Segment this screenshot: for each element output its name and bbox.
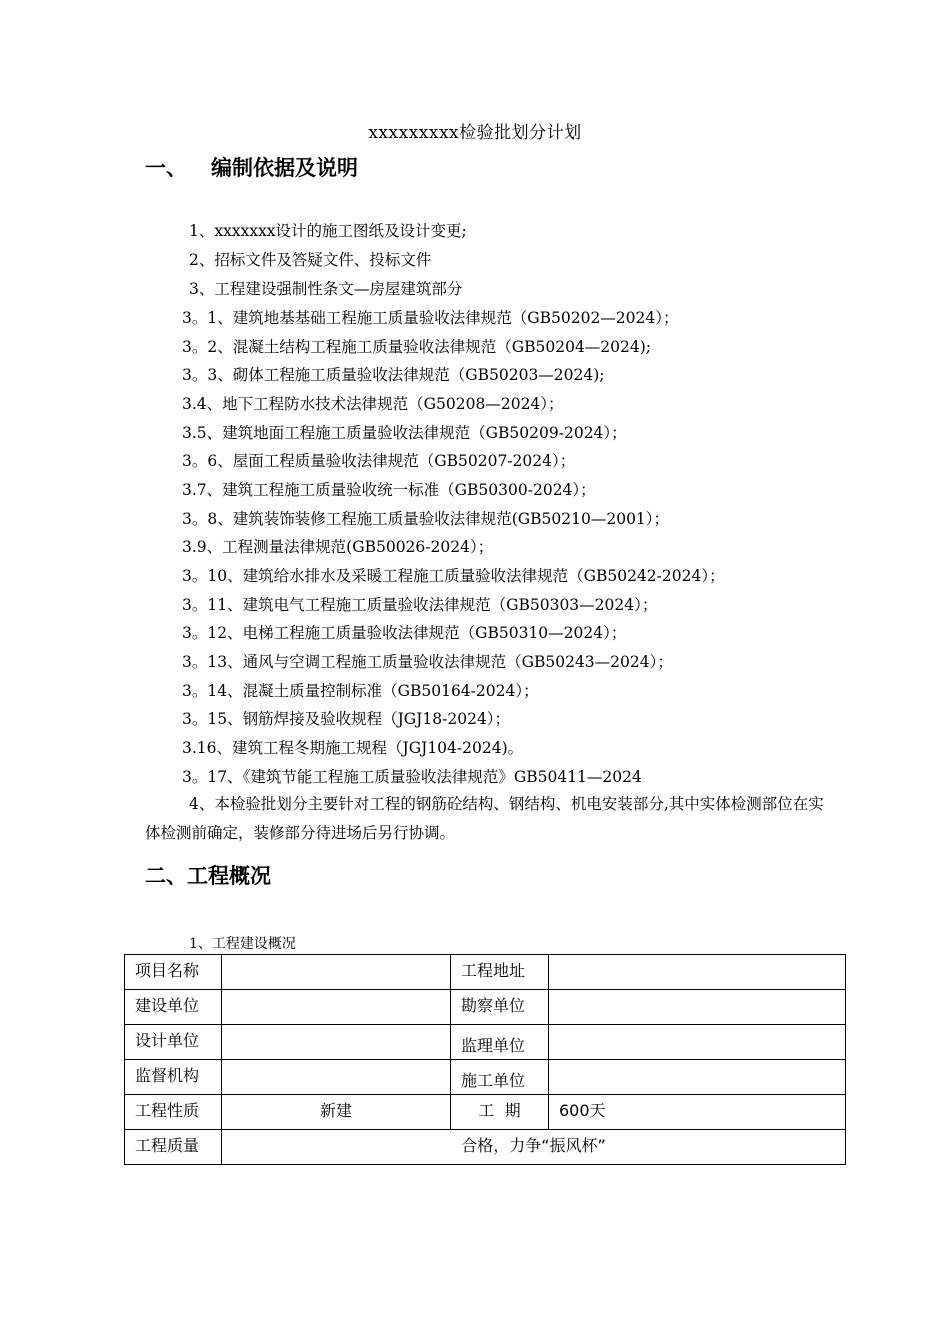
table-row <box>125 1130 846 1165</box>
list-item: 3。8、建筑装饰装修工程施工质量验收法律规范(GB50210—2001）； <box>182 510 670 528</box>
cell-value: 新建 <box>222 1095 451 1130</box>
table-row <box>125 955 846 990</box>
cell-label: 项目名称 <box>125 955 222 990</box>
section-number: 二、 <box>145 864 187 888</box>
cell-label: 建设单位 <box>125 990 222 1025</box>
list-item: 3.5、建筑地面工程施工质量验收法律规范（GB50209-2024）； <box>182 424 627 442</box>
cell-label: 监督机构 <box>125 1060 222 1095</box>
list-item: 3.7、建筑工程施工质量验收统一标准（GB50300-2024）； <box>182 481 596 499</box>
cell-value <box>549 1060 846 1095</box>
cell-value: 600天 <box>549 1095 846 1130</box>
cell-value <box>222 990 451 1025</box>
section-heading-basis <box>145 152 358 182</box>
cell-value <box>549 990 846 1025</box>
table-row <box>125 1095 846 1130</box>
table-row <box>125 990 846 1025</box>
cell-label: 设计单位 <box>125 1025 222 1060</box>
list-item: 3.9、工程测量法律规范(GB50026-2024）； <box>182 538 494 556</box>
list-item: 3。14、混凝土质量控制标准（GB50164-2024）； <box>182 682 539 700</box>
table-row <box>125 1060 846 1095</box>
project-info-table <box>124 954 846 1165</box>
list-item: 3.16、建筑工程冬期施工规程（JGJ104-2024)。 <box>182 739 524 757</box>
cell-label: 监理单位 <box>451 1025 549 1060</box>
list-item: 3。2、混凝土结构工程施工质量验收法律规范（GB50204—2024); <box>182 338 652 356</box>
table-row <box>125 1025 846 1060</box>
cell-label: 工程地址 <box>451 955 549 990</box>
section-heading-overview <box>145 860 271 890</box>
document-title: xxxxxxxxx检验批划分计划 <box>368 123 582 143</box>
cell-label: 施工单位 <box>451 1060 549 1095</box>
cell-value <box>222 955 451 990</box>
list-item: 3。17、《建筑节能工程施工质量验收法律规范》GB50411—2024 <box>182 768 642 786</box>
list-item: 3.4、地下工程防水技术法律规范（G50208—2024）； <box>182 395 564 413</box>
list-item: 3。15、钢筋焊接及验收规程（JGJ18-2024）； <box>182 710 511 728</box>
list-item: 1、xxxxxxx设计的施工图纸及设计变更; <box>189 222 467 240</box>
list-item: 3。10、建筑给水排水及采暖工程施工质量验收法律规范（GB50242-2024）； <box>182 567 725 585</box>
list-item: 3。12、电梯工程施工质量验收法律规范（GB50310—2024）； <box>182 624 627 642</box>
cell-label <box>451 1095 549 1130</box>
table-caption: 1、工程建设概况 <box>189 936 296 952</box>
cell-label: 勘察单位 <box>451 990 549 1025</box>
list-item: 3。3、砌体工程施工质量验收法律规范（GB50203—2024); <box>182 366 605 384</box>
list-item: 3。11、建筑电气工程施工质量验收法律规范（GB50303—2024）； <box>182 596 658 614</box>
section-number: 一、 <box>145 156 187 180</box>
list-item: 3。13、通风与空调工程施工质量验收法律规范（GB50243—2024）； <box>182 653 673 671</box>
list-item: 3、工程建设强制性条文—房屋建筑部分 <box>189 280 463 298</box>
cell-label: 工程性质 <box>125 1095 222 1130</box>
list-item: 2、招标文件及答疑文件、投标文件 <box>189 251 432 269</box>
list-item: 3。1、建筑地基基础工程施工质量验收法律规范（GB50202—2024）； <box>182 309 679 327</box>
cell-value <box>549 955 846 990</box>
section-title: 工程概况 <box>187 864 271 888</box>
cell-value <box>222 1025 451 1060</box>
cell-label: 工程质量 <box>125 1130 222 1165</box>
list-item: 3。6、屋面工程质量验收法律规范（GB50207-2024）； <box>182 452 576 470</box>
section-title: 编制依据及说明 <box>211 156 358 180</box>
scope-paragraph: 4、本检验批划分主要针对工程的钢筋砼结构、钢结构、机电安装部分,其中实体检测部位在实体检测前确定，装修部分待进场后另行协调。 <box>145 795 824 842</box>
duration-label: 工 期 <box>478 1101 521 1120</box>
cell-value: 合格，力争“振风杯” <box>222 1130 846 1165</box>
cell-value <box>222 1060 451 1095</box>
cell-value <box>549 1025 846 1060</box>
